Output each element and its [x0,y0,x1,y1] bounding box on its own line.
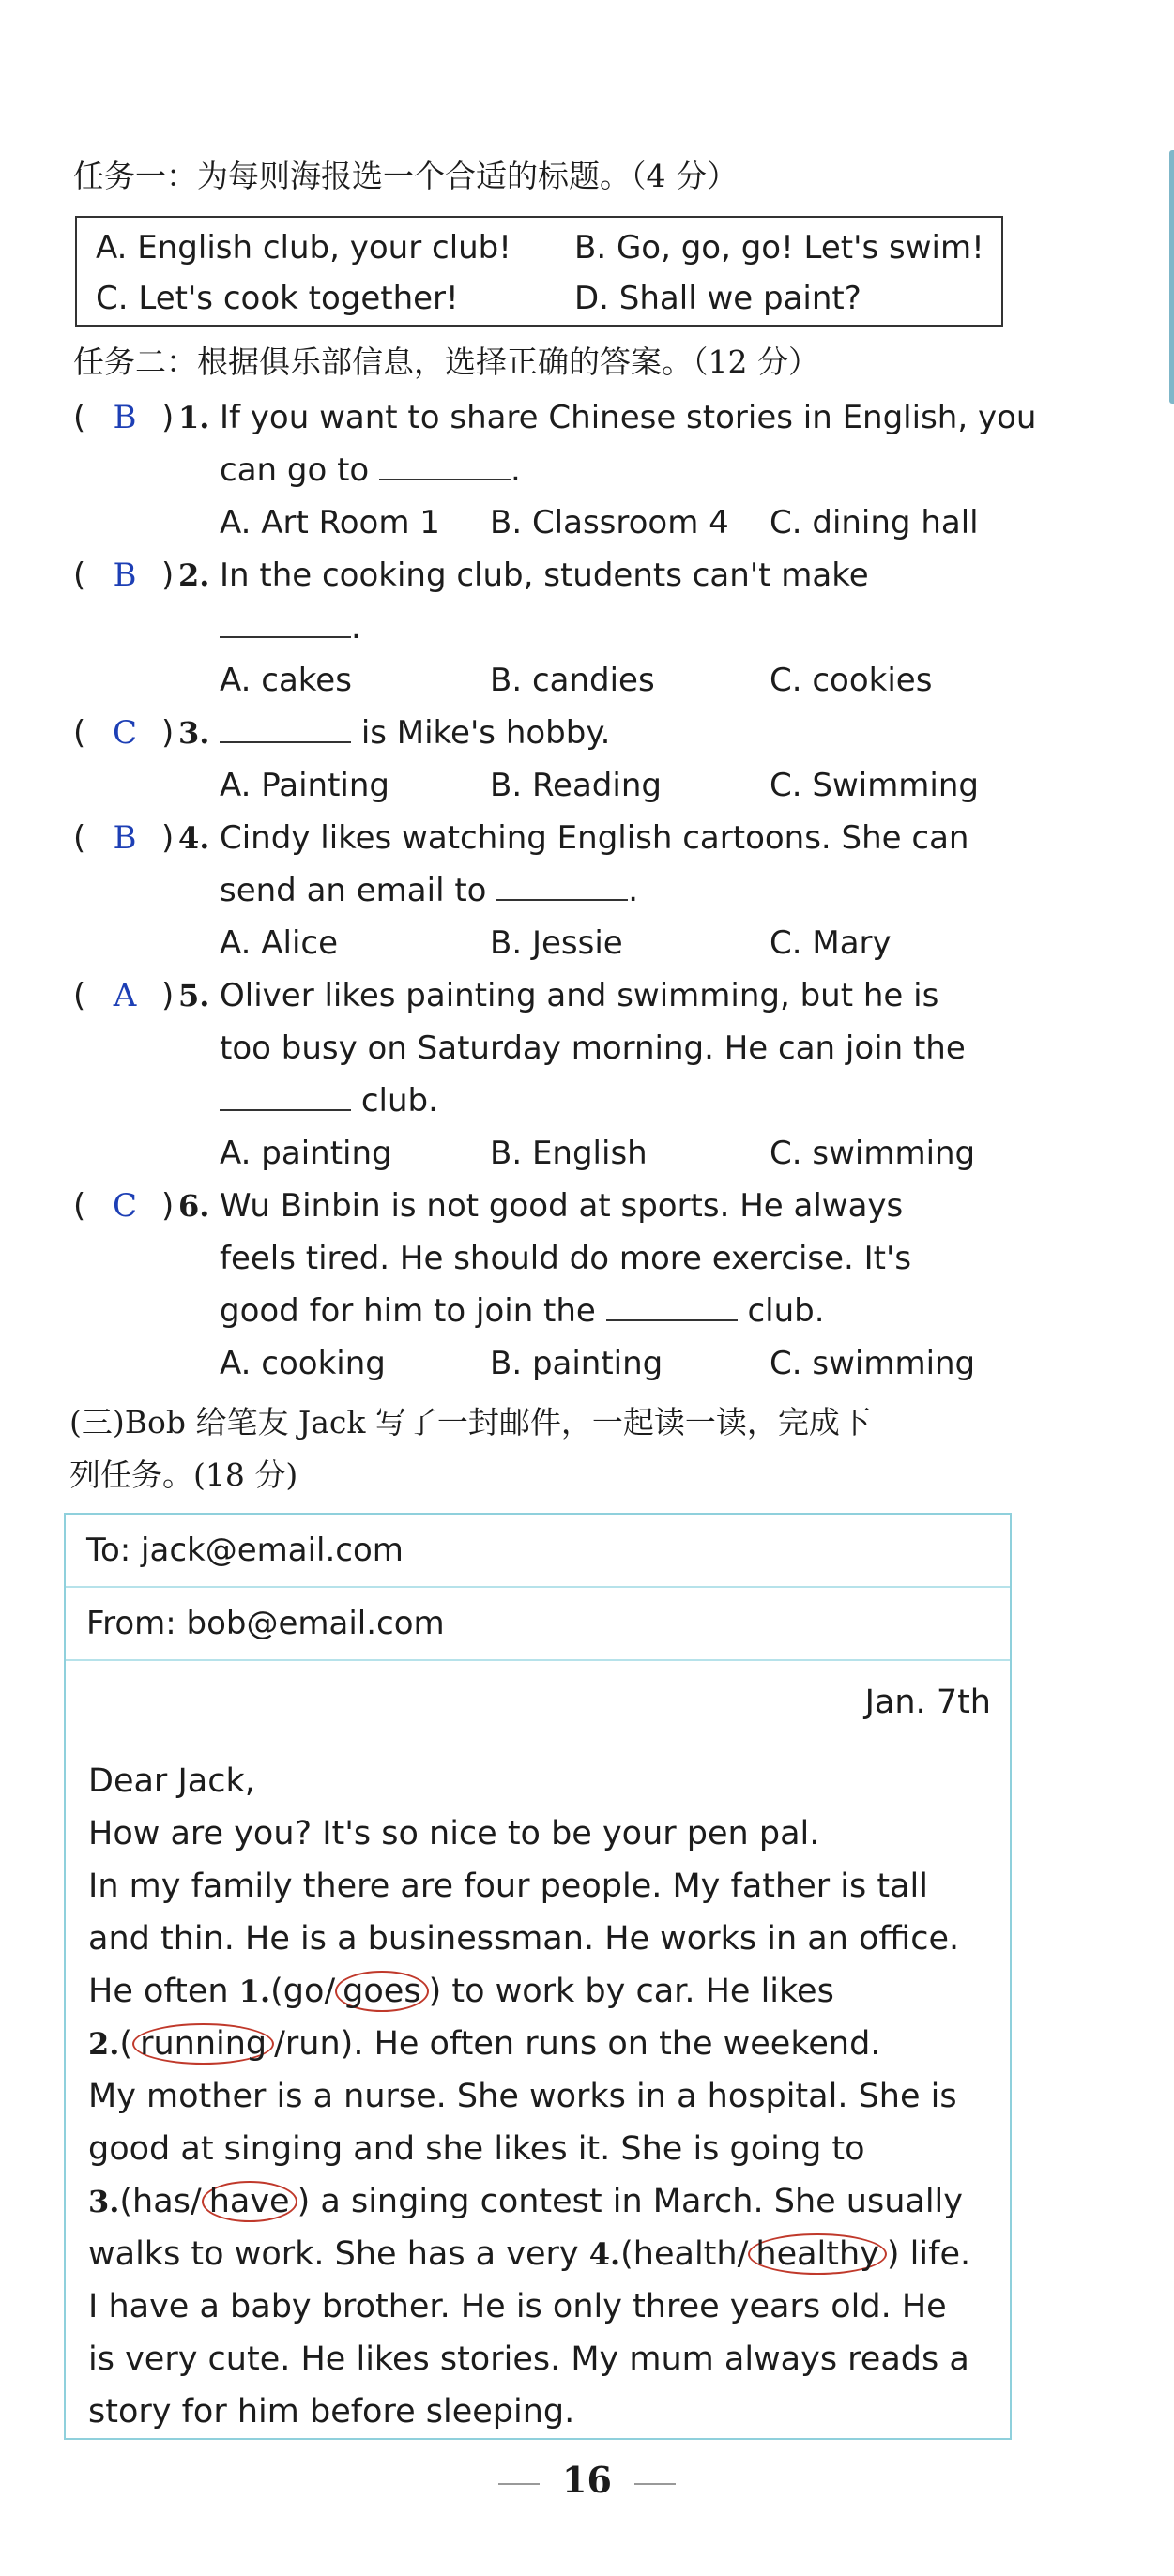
answer-4: B [113,819,137,857]
email-line: 2.( running /run). He often runs on the weekend. [88,2025,881,2063]
email-from-row [66,1588,1010,1661]
choice-a: A. Painting [220,767,389,804]
choice-b: B. Jessie [490,924,623,962]
email-greeting: Dear Jack, [88,1762,255,1800]
choice-a: A. cooking [220,1345,386,1382]
choice-c: C. dining hall [770,504,979,541]
title-options-box [75,216,1003,327]
blank-number-2: 2. [88,2026,120,2062]
email-date: Jan. 7th [864,1684,991,1721]
footer-dash [498,2483,540,2485]
question-number: 5. [178,978,210,1014]
answer-blank [379,450,511,480]
option-b: B. Go, go, go! Let's swim! [574,229,984,267]
question-text: is Mike's hobby. [220,711,610,755]
question-text: If you want to share Chinese stories in English, you [220,399,1037,436]
workbook-page: 任务一：为每则海报选一个合适的标题。（4 分） A. English club, your club! B. Go, go, go! Let's swim! C. Let's cook together! D. Shall we paint? 任务二：根据俱乐部信息，选择正确的答案。（12 分） ( B ) 1. If you want to share Chinese stories in English, you can go to . A. Art Room 1 B. Classroom 4 C. dining hall ( B ) 2. In the cooking club, students can't make . A. cakes B. candies C. cookies ( C ) 3. is Mike's hobby. A. Painting B. Reading C. Swimming ( B ) 4. Cindy likes watching English cartoons. She can send an email to . A. Alice B. Jessie C. Mary ( A ) 5. Oliver likes painting and swimming, but he is too busy on Saturday morning. He can join the club. A. painting B. English C. swimming ( C ) 6. Wu Binbin is not good at sports. He always feels tired. He should do more exercise. It's good for him to join the club. A. cooking B. painting C. swimming (三)Bob 给笔友 Jack 写了一封邮件，一起读一读，完成下 列任务。(18 分) To: jack@email.com From: bob@email.com Jan. 7th Dear Jack, How are you? It's so nice to be your pen pal. In my family there are four people. My father is tall and thin. He is a businessman. He works in an office. He often 1.(go/ goes ) to work by car. He likes 2.( running /run). He often runs on the weekend. My mother is a nurse. She works in a hospital. She is good at singing and she likes it. She is going to 3.(has/ have ) a singing contest in March. She usually walks to work. She has a very 4.(health/ healthy ) life. I have a baby brother. He is only three years old. He is very cute. He likes stories. My mum always reads a story for him before sleeping. 16 [0,0,1174,2576]
task1-heading: 任务一：为每则海报选一个合适的标题。（4 分） [73,158,738,194]
answer-5: A [113,977,137,1014]
email-line: and thin. He is a businessman. He works in an office. [88,1920,960,1958]
part3-heading-line2: 列任务。(18 分) [69,1456,298,1493]
question-text: . [220,606,361,649]
question-text: In the cooking club, students can't make [220,556,869,594]
option-c: C. Let's cook together! [96,280,459,317]
answer-6: C [112,1187,137,1225]
answer-blank [496,871,628,901]
blank-number-4: 4. [588,2236,621,2272]
circled-answer-1: goes [335,1971,428,2012]
page-number: 16 [562,2459,612,2501]
choice-b: B. Classroom 4 [490,504,729,541]
answer-blank [606,1291,738,1321]
circled-answer-4: healthy [748,2233,887,2275]
choice-a: A. Alice [220,924,339,962]
email-line: How are you? It's so nice to be your pen pal. [88,1815,820,1852]
email-line: 3.(has/ have ) a singing contest in March. She usually [88,2183,963,2220]
email-line: I have a baby brother. He is only three years old. He [88,2288,947,2325]
email-line: He often 1.(go/ goes ) to work by car. He likes [88,1973,834,2010]
answer-3: C [112,714,137,752]
choice-b: B. Reading [490,767,662,804]
email-line: My mother is a nurse. She works in a hospital. She is [88,2078,957,2115]
question-number: 3. [178,715,210,751]
answer-blank [220,1081,351,1111]
choice-c: C. swimming [770,1345,976,1382]
answer-blank [220,608,351,638]
blank-number-3: 3. [88,2184,120,2219]
email-line: good at singing and she likes it. She is going to [88,2130,865,2168]
circled-answer-2: running [132,2023,274,2065]
question-text: can go to . [220,451,521,489]
question-text: feels tired. He should do more exercise. It's [220,1240,912,1277]
answer-1: B [113,399,137,436]
task2-heading: 任务二：根据俱乐部信息，选择正确的答案。（12 分） [73,343,819,380]
part3-heading-line1: (三)Bob 给笔友 Jack 写了一封邮件，一起读一读，完成下 [69,1404,871,1440]
page-edge-tab [1169,150,1174,404]
answer-blank [220,713,351,743]
question-text: club. [220,1079,438,1122]
circled-answer-3: have [202,2181,297,2222]
answer-2: B [113,556,137,594]
blank-number-1: 1. [238,1974,271,2009]
email-to: To: jack@email.com [86,1532,404,1569]
option-d: D. Shall we paint? [574,280,861,317]
option-a: A. English club, your club! [96,229,511,267]
question-text: Cindy likes watching English cartoons. She can [220,819,969,857]
choice-a: A. Art Room 1 [220,504,440,541]
question-number: 2. [178,557,210,593]
email-line: walks to work. She has a very 4.(health/ healthy ) life. [88,2235,971,2273]
choice-b: B. painting [490,1345,663,1382]
email-box [64,1513,1012,2440]
question-text: Wu Binbin is not good at sports. He always [220,1187,904,1225]
question-text: Oliver likes painting and swimming, but he is [220,977,939,1014]
email-line: is very cute. He likes stories. My mum always reads a [88,2340,969,2378]
choice-a: A. cakes [220,662,352,699]
question-number: 6. [178,1188,210,1224]
choice-b: B. candies [490,662,655,699]
question-text: send an email to . [220,872,639,909]
email-line: story for him before sleeping. [88,2393,575,2431]
choice-c: C. swimming [770,1135,976,1172]
choice-c: C. Swimming [770,767,980,804]
choice-c: C. cookies [770,662,933,699]
choice-b: B. English [490,1135,648,1172]
email-line: In my family there are four people. My father is tall [88,1867,928,1905]
footer-dash [634,2483,676,2485]
choice-c: C. Mary [770,924,892,962]
question-text: too busy on Saturday morning. He can join the [220,1029,966,1067]
email-to-row [66,1515,1010,1588]
page-footer [0,2459,1174,2501]
question-text: good for him to join the club. [220,1292,825,1330]
question-number: 1. [178,400,210,435]
email-from: From: bob@email.com [86,1605,445,1642]
choice-a: A. painting [220,1135,392,1172]
question-number: 4. [178,820,210,856]
